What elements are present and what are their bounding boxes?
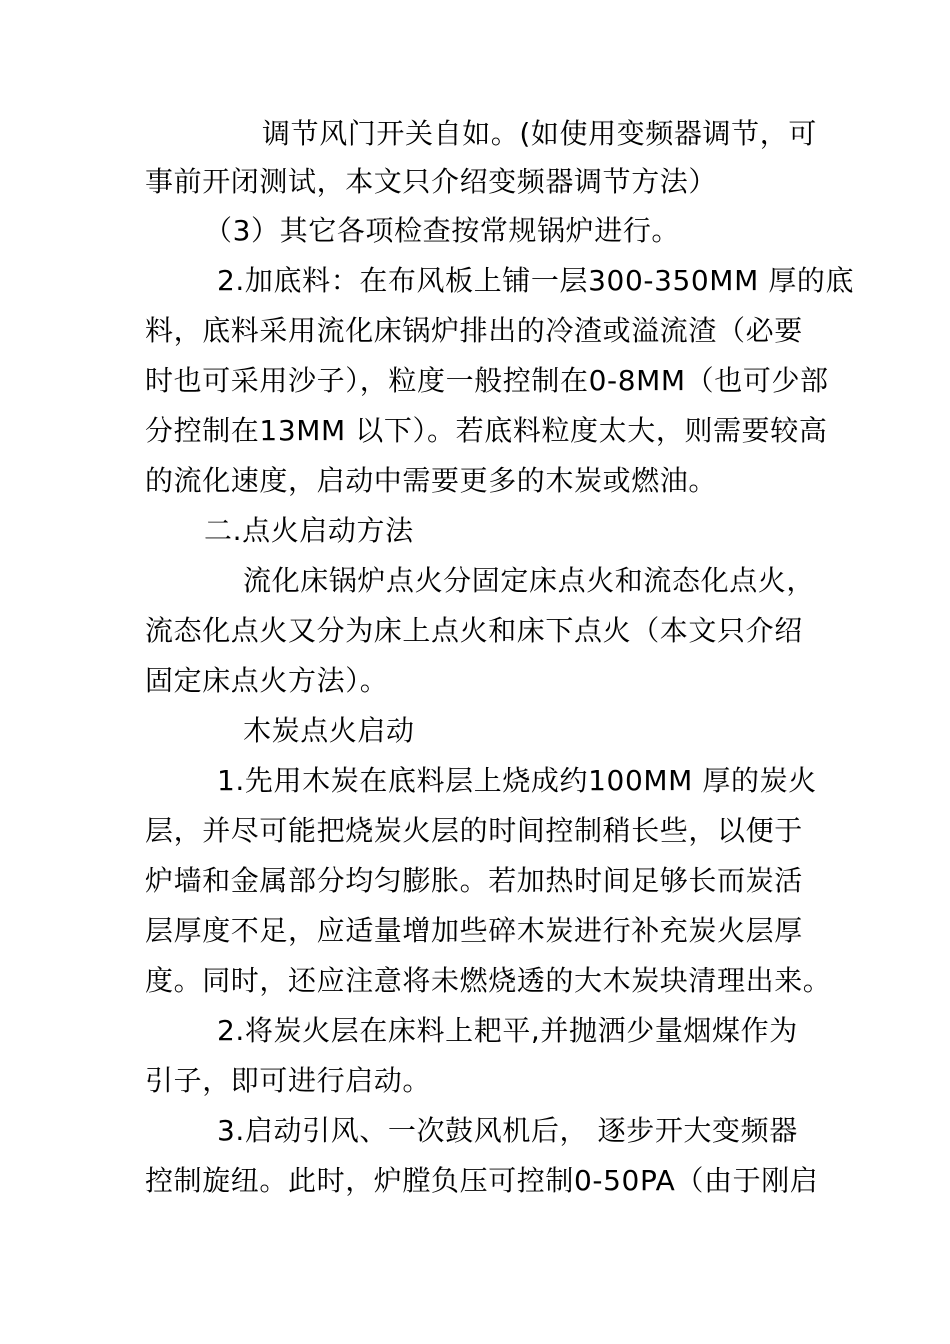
text-line: 2.将炭火层在床料上耙平,并抛洒少量烟煤作为 (217, 1014, 798, 1047)
text-line: 时也可采用沙子），粒度一般控制在0-8MM（也可少部 (145, 364, 829, 397)
text-line: 3.启动引风、一次鼓风机后， 逐步开大变频器 (217, 1114, 798, 1147)
section-heading: 二.点火启动方法 (204, 514, 414, 547)
text-line: 的流化速度，启动中需要更多的木炭或燃油。 (145, 464, 718, 497)
text-line: 流态化点火又分为床上点火和床下点火（本文只介绍 (145, 614, 803, 647)
text-line: 度。同时，还应注意将未燃烧透的大木炭块清理出来。 (145, 964, 832, 997)
text-line: 料，底料采用流化床锅炉排出的冷渣或溢流渣（必要 (145, 314, 803, 347)
text-line: 流化床锅炉点火分固定床点火和流态化点火， (243, 564, 816, 597)
text-line: 2.加底料：在布风板上铺一层300-350MM 厚的底 (217, 264, 855, 297)
text-line: 调节风门开关自如。(如使用变频器调节，可 (262, 117, 817, 150)
subsection-heading: 木炭点火启动 (243, 714, 415, 747)
text-line: 层，并尽可能把烧炭火层的时间控制稍长些，以便于 (145, 814, 803, 847)
text-line: 分控制在13MM 以下）。若底料粒度太大，则需要较高 (145, 414, 828, 447)
text-line: 控制旋纽。此时，炉膛负压可控制0-50PA（由于刚启 (145, 1164, 819, 1197)
text-line: 固定床点火方法）。 (145, 664, 389, 697)
text-line: 引子，即可进行启动。 (145, 1064, 432, 1097)
text-line: （3）其它各项检查按常规锅炉进行。 (204, 214, 681, 247)
text-line: 炉墙和金属部分均匀膨胀。若加热时间足够长而炭活 (145, 864, 803, 897)
text-line: 1.先用木炭在底料层上烧成约100MM 厚的炭火 (217, 764, 817, 797)
text-line: 层厚度不足，应适量增加些碎木炭进行补充炭火层厚 (145, 914, 803, 947)
text-line: 事前开闭测试，本文只介绍变频器调节方法） (145, 165, 718, 198)
